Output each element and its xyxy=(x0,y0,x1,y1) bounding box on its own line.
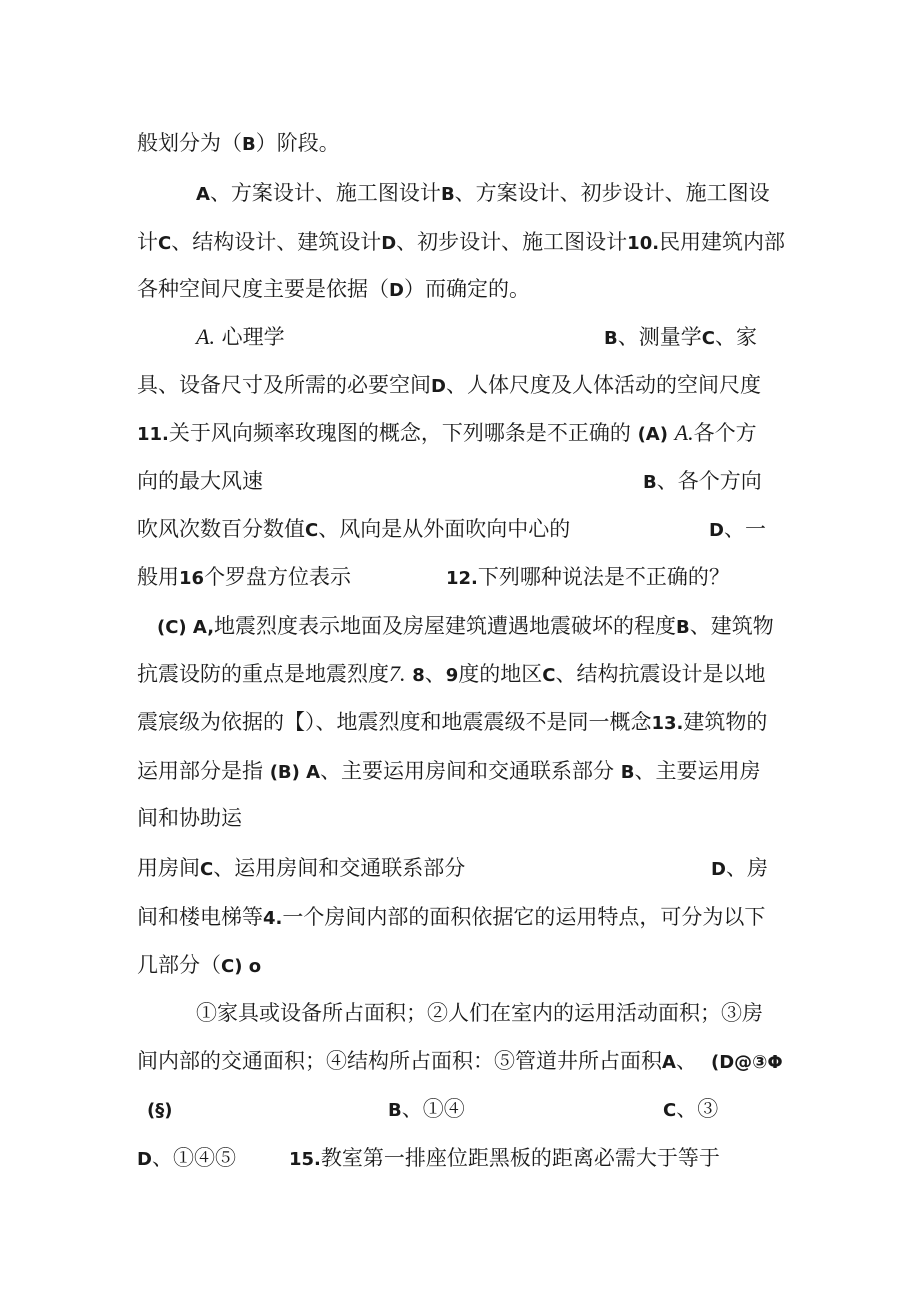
text-span: 7. xyxy=(389,661,406,686)
text-span: (§) xyxy=(147,1100,173,1121)
text-span: 、主要运用房间和交通联系部分 xyxy=(320,759,621,783)
text-span: C xyxy=(663,1100,677,1121)
text-span: C xyxy=(542,665,556,686)
text-span: B xyxy=(620,762,635,783)
text-span: ）而确定的。 xyxy=(403,277,530,301)
text-span: 建筑物的 xyxy=(683,710,768,734)
text-span: D xyxy=(381,233,397,254)
text-line xyxy=(137,514,570,546)
text-span: 4. xyxy=(263,908,283,929)
text-span: 心理学 xyxy=(214,325,285,349)
text-line xyxy=(196,322,285,352)
text-span: 个罗盘方位表示 xyxy=(204,565,352,589)
text-span: 11. xyxy=(137,424,169,445)
text-line xyxy=(137,853,465,885)
text-span: ①家具或设备所占面积；②人们在室内的运用活动面积；③房 xyxy=(196,1001,763,1025)
text-span: D xyxy=(709,520,724,541)
text-span: 、人体尺度及人体活动的空间尺度 xyxy=(445,373,761,397)
text-line xyxy=(137,1143,236,1175)
text-span: D xyxy=(389,280,404,301)
text-line xyxy=(137,370,761,402)
text-line xyxy=(137,274,530,306)
text-span: C xyxy=(200,859,214,880)
text-span: 般用 xyxy=(137,565,179,589)
text-line xyxy=(137,707,767,739)
text-span: 向的最大风速 xyxy=(137,469,263,493)
text-line xyxy=(643,466,762,498)
text-span: 民用建筑内部 xyxy=(659,230,786,254)
text-line xyxy=(604,322,757,354)
text-span: 、风向是从外面吹向中心的 xyxy=(318,517,571,541)
text-line xyxy=(137,659,765,691)
text-span: 震宸级为依据的【）、地震烈度和地震震级不是同一概念 xyxy=(137,710,652,734)
text-span: 计 xyxy=(137,230,158,254)
text-span: (B) A xyxy=(269,762,321,783)
text-span: 、①④ xyxy=(401,1097,465,1121)
text-span: 间和楼电梯等 xyxy=(137,905,263,929)
text-span: 8 xyxy=(412,665,425,686)
text-span: 、一 xyxy=(723,517,766,541)
text-line xyxy=(446,562,730,594)
text-span: 运用部分是指 xyxy=(137,759,270,783)
text-line xyxy=(137,756,760,788)
text-span: 、家 xyxy=(714,325,757,349)
text-span: 间和协助运 xyxy=(137,806,242,830)
text-line xyxy=(663,1094,718,1126)
text-span: 10. xyxy=(627,233,660,254)
text-span: 关于风向频率玫瑰图的概念，下列哪条是不正确的 xyxy=(168,421,631,445)
text-span: 教室第一排座位距黑板的距离必需大于等于 xyxy=(320,1146,720,1170)
text-span: D xyxy=(711,859,726,880)
text-line xyxy=(137,803,242,833)
text-span: 下列哪种说法是不正确的？ xyxy=(477,565,730,589)
text-span: 各个方 xyxy=(693,421,757,445)
text-span: 15. xyxy=(289,1149,321,1170)
text-span: 、 xyxy=(424,662,446,686)
text-span: 、主要运用房 xyxy=(634,759,761,783)
text-line xyxy=(137,466,263,496)
text-span: 、测量学 xyxy=(617,325,702,349)
text-span: 一个房间内部的面积依据它的运用特点，可分为以下 xyxy=(282,905,766,929)
text-span: 间内部的交通面积；④结构所占面积：⑤管道井所占面积 xyxy=(137,1049,662,1073)
text-span: A xyxy=(196,184,210,205)
text-span: C xyxy=(701,328,715,349)
text-span: 抗震设防的重点是地震烈度 xyxy=(137,662,389,686)
text-span: 、房 xyxy=(725,856,768,880)
text-span: 、运用房间和交通联系部分 xyxy=(213,856,466,880)
text-span: 12. xyxy=(446,568,478,589)
text-span: C xyxy=(158,233,172,254)
text-span: 度的地区 xyxy=(458,662,543,686)
text-span: 、各个方向 xyxy=(656,469,762,493)
text-span: 、方案设计、初步设计、施工图设 xyxy=(454,181,770,205)
text-span: (A) xyxy=(637,424,668,445)
text-line xyxy=(196,998,763,1028)
text-span: 具、设备尺寸及所需的必要空间 xyxy=(137,373,431,397)
text-span: 13. xyxy=(651,713,684,734)
text-span: 地震烈度表示地面及房屋建筑遭遇地震破坏的程度 xyxy=(214,614,677,638)
text-line xyxy=(157,611,774,643)
text-span: B xyxy=(643,472,657,493)
text-span: (C) A, xyxy=(157,617,215,638)
text-span: A xyxy=(662,1052,676,1073)
text-span: B xyxy=(242,134,256,155)
text-span: 般划分为（ xyxy=(137,131,242,155)
text-span: B xyxy=(440,184,455,205)
text-span: (D@③Φ xyxy=(711,1052,783,1073)
text-span: B xyxy=(604,328,618,349)
text-span: 16 xyxy=(179,568,205,589)
text-span: 几部分（ xyxy=(137,953,221,977)
text-span: A. xyxy=(196,324,215,349)
text-span: 、①④⑤ xyxy=(151,1146,236,1170)
text-line xyxy=(388,1094,465,1126)
text-line xyxy=(137,950,261,982)
text-span: B xyxy=(388,1100,402,1121)
text-span: 、初步设计、施工图设计 xyxy=(396,230,628,254)
text-span: 9 xyxy=(445,665,459,686)
text-span: C) o xyxy=(221,956,262,977)
text-line xyxy=(289,1143,720,1175)
text-span: 、结构抗震设计是以地 xyxy=(555,662,766,686)
text-line xyxy=(137,227,785,259)
text-span: C xyxy=(305,520,319,541)
text-span: D xyxy=(137,1149,152,1170)
text-span: 用房间 xyxy=(137,856,200,880)
text-span: B xyxy=(676,617,690,638)
text-line xyxy=(709,514,766,546)
text-line xyxy=(147,1094,172,1126)
text-line xyxy=(137,1046,697,1078)
text-span: 、建筑物 xyxy=(689,614,774,638)
text-span: 、 xyxy=(675,1049,697,1073)
text-line xyxy=(137,902,765,934)
text-line xyxy=(196,178,770,210)
text-span: ）阶段。 xyxy=(255,131,340,155)
text-span: 、③ xyxy=(676,1097,719,1121)
text-line xyxy=(711,1046,783,1078)
text-line xyxy=(137,128,340,160)
text-line xyxy=(137,562,351,594)
text-span: 、方案设计、施工图设计 xyxy=(209,181,441,205)
text-span: 各种空间尺度主要是依据（ xyxy=(137,277,389,301)
text-line xyxy=(711,853,768,885)
text-span: D xyxy=(431,376,446,397)
text-span: 吹风次数百分数值 xyxy=(137,517,305,541)
text-span: 、结构设计、建筑设计 xyxy=(171,230,382,254)
text-line xyxy=(137,418,757,450)
text-span: A. xyxy=(674,420,694,445)
